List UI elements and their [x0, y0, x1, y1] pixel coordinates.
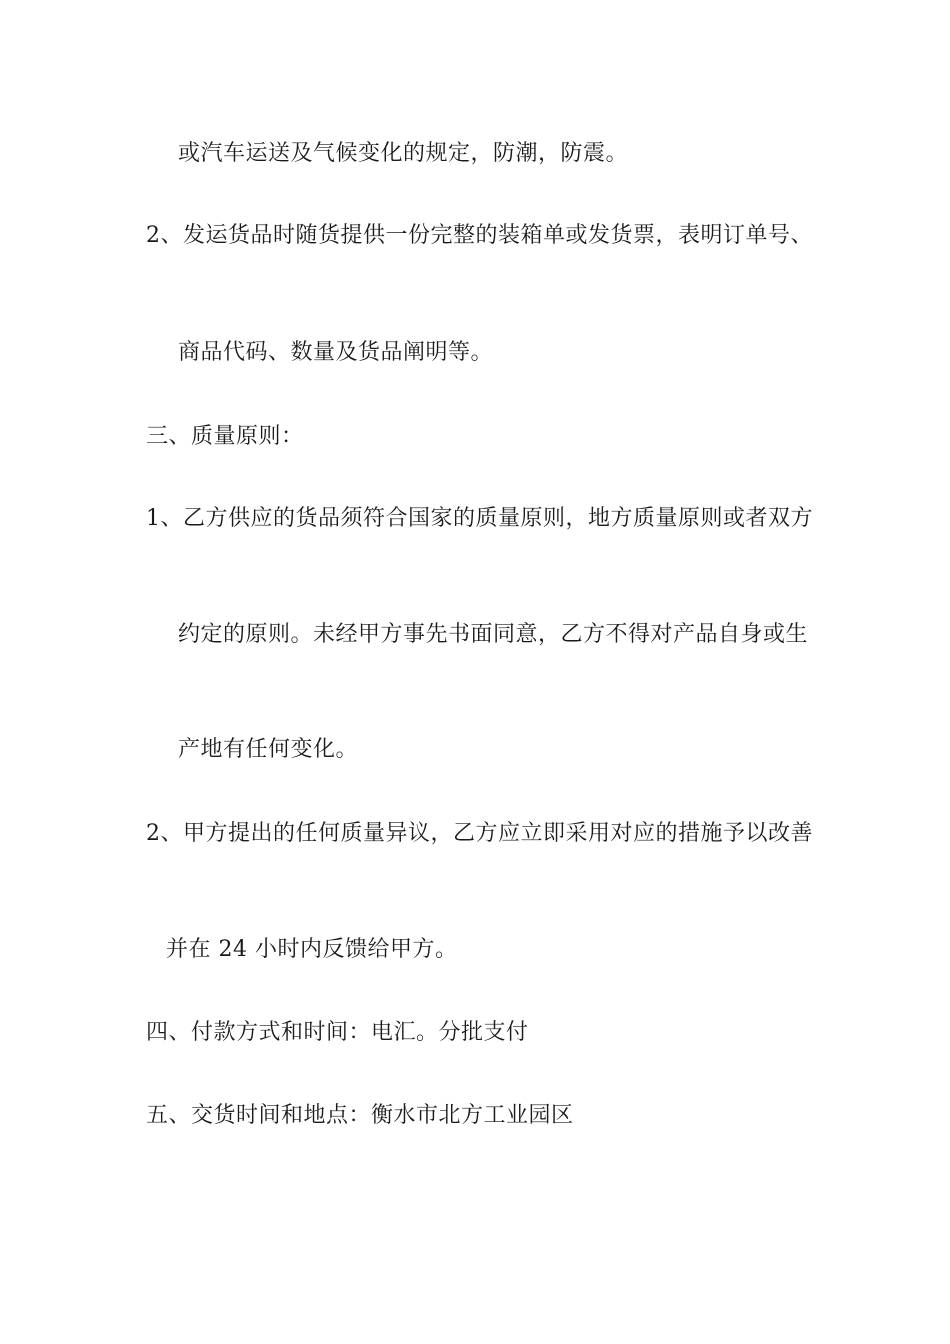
text-line: 2、甲方提出的任何质量异议，乙方应立即采用对应的措施予以改善	[146, 821, 813, 846]
section-heading: 四、付款方式和时间：电汇。分批支付	[146, 1020, 529, 1045]
section-heading: 五、交货时间和地点：衡水市北方工业园区	[146, 1103, 574, 1128]
text-line: 约定的原则。未经甲方事先书面同意，乙方不得对产品自身或生	[178, 622, 809, 647]
text-line: 或汽车运送及气候变化的规定，防潮，防震。	[178, 141, 629, 166]
text-line: 产地有任何变化。	[178, 737, 359, 762]
text-line: 1、乙方供应的货品须符合国家的质量原则，地方质量原则或者双方	[146, 506, 813, 531]
text-line: 2、发运货品时随货提供一份完整的装箱单或发货票，表明订单号、	[146, 223, 813, 248]
text-line: 商品代码、数量及货品阐明等。	[178, 340, 494, 365]
text-line: 并在 24 小时内反馈给甲方。	[166, 937, 458, 962]
section-heading: 三、质量原则：	[146, 424, 304, 449]
